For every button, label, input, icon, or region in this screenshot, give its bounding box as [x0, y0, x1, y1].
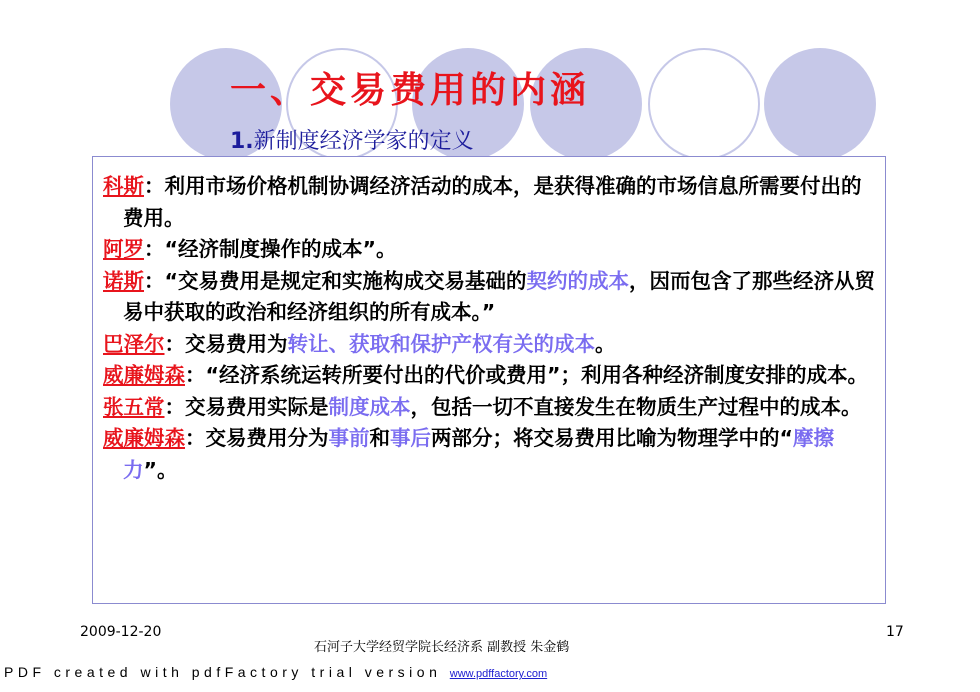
definition-entry	[103, 360, 875, 392]
definition-entry	[103, 392, 875, 424]
footer-author: 石河子大学经贸学院长经济系 副教授 朱金鹤	[314, 640, 570, 655]
scholar-name: 威廉姆森	[103, 426, 185, 450]
decorative-circle	[764, 48, 876, 160]
pdf-banner-text: PDF created with pdfFactory trial version	[4, 664, 442, 680]
highlighted-text: 契约的成本	[526, 268, 629, 293]
highlighted-text: 摩擦力	[123, 426, 834, 482]
definition-text: ：交易费用分为	[185, 426, 329, 450]
scholar-name: 阿罗	[103, 237, 144, 261]
definition-text: ，包括一切不直接发生在物质生产过程中的成本。	[410, 394, 862, 419]
subtitle-text: 新制度经济学家的定义	[253, 129, 474, 154]
footer-date: 2009-12-20	[80, 624, 162, 640]
definition-text: ：“交易费用是规定和实施构成交易基础的	[144, 268, 527, 293]
definition-text: 两部分；将交易费用比喻为物理学中的“	[431, 426, 793, 450]
highlighted-text: 转让、获取和保护产权有关的成本	[287, 331, 595, 356]
highlighted-text: 制度成本	[328, 394, 411, 419]
slide-title: 一、交易费用的内涵	[230, 69, 591, 111]
definition-entry	[103, 329, 875, 361]
scholar-name: 张五常	[103, 394, 165, 419]
definition-text: ：“经济制度操作的成本”。	[144, 237, 397, 261]
definition-text: ：交易费用为	[164, 331, 288, 356]
definition-entry	[103, 234, 875, 266]
scholar-name: 巴泽尔	[103, 331, 165, 356]
highlighted-text: 事后	[390, 426, 431, 450]
definition-entry	[103, 423, 875, 486]
definition-text: ：利用市场价格机制协调经济活动的成本，是获得准确的市场信息所需要付出的费用。	[123, 174, 862, 230]
highlighted-text: 事前	[328, 426, 370, 450]
definitions-box	[92, 156, 886, 604]
definition-text: ”。	[143, 457, 178, 482]
scholar-name: 诺斯	[103, 268, 144, 293]
decorative-ring	[648, 48, 760, 160]
slide-subtitle	[230, 124, 474, 155]
page-number: 17	[886, 624, 904, 640]
pdf-watermark-banner	[4, 664, 547, 680]
definition-entry	[103, 266, 875, 329]
subtitle-number: 1.	[230, 129, 254, 154]
definition-text: ：交易费用实际是	[164, 394, 329, 419]
definition-text: 和	[369, 426, 390, 450]
definition-text: ：“经济系统运转所要付出的代价或费用”；利用各种经济制度安排的成本。	[185, 363, 868, 387]
pdffactory-link[interactable]: www.pdffactory.com	[449, 668, 548, 680]
scholar-name: 科斯	[103, 174, 144, 198]
scholar-name: 威廉姆森	[103, 363, 185, 387]
definition-text: 。	[595, 331, 616, 356]
definition-entry	[103, 171, 875, 234]
definition-text: ，因而包含了那些经济从贸易中获取的政治和经济组织的所有成本。”	[123, 268, 875, 324]
